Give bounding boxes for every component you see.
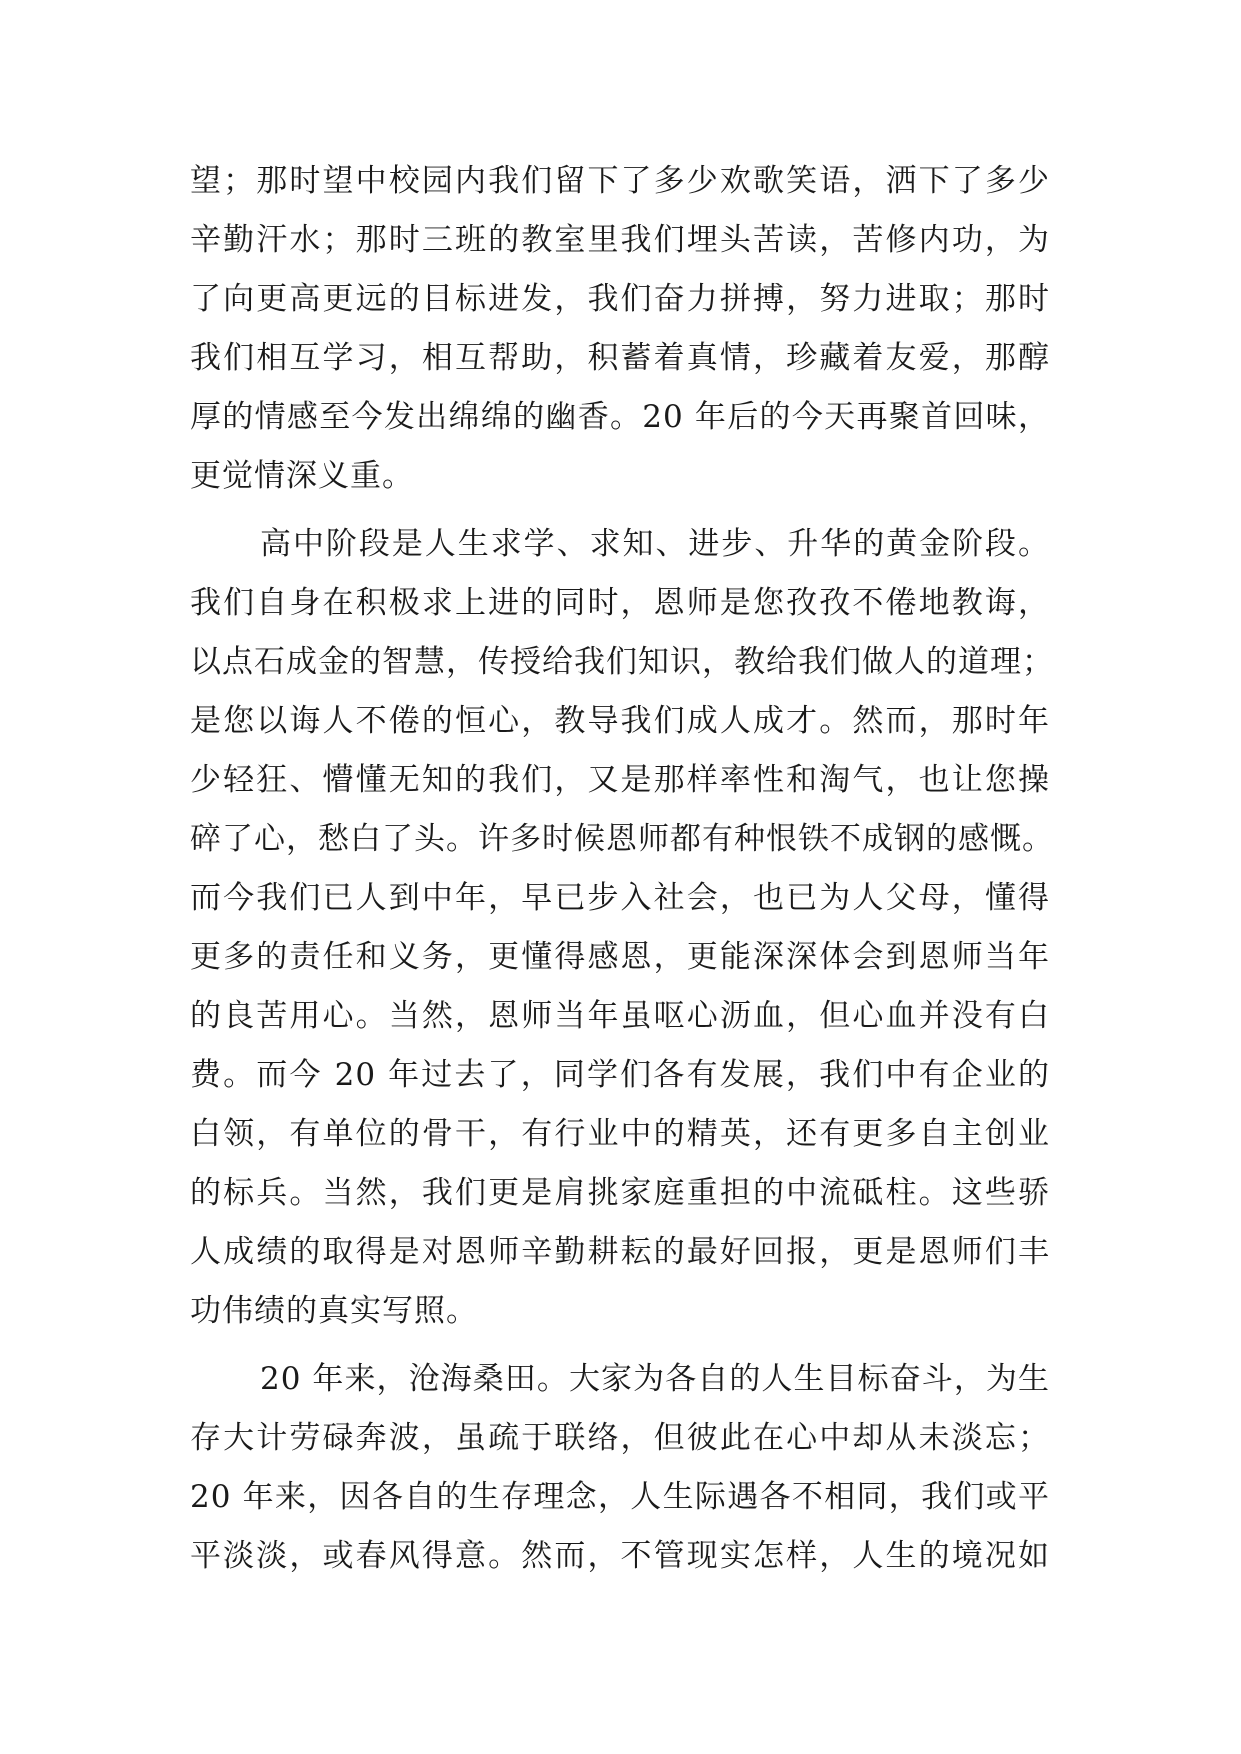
text-line: 功伟绩的真实写照。 — [190, 1293, 478, 1329]
paragraph-gap — [190, 506, 1050, 515]
text-line: 的标兵。当然，我们更是肩挑家庭重担的中流砥柱。这些骄 — [190, 1175, 1050, 1211]
text-line: 20 年来，沧海桑田。大家为各自的人生目标奋斗，为生 — [260, 1361, 1050, 1397]
body-text — [190, 152, 1054, 1586]
text-line: 存大计劳碌奔波，虽疏于联络，但彼此在心中却从未淡忘； — [190, 1420, 1050, 1456]
text-line: 望；那时望中校园内我们留下了多少欢歌笑语，洒下了多少 — [190, 163, 1050, 199]
text-line: 我们相互学习，相互帮助，积蓄着真情，珍藏着友爱，那醇 — [190, 340, 1050, 376]
text-line: 20 年来，因各自的生存理念，人生际遇各不相同，我们或平 — [190, 1479, 1050, 1515]
text-line: 少轻狂、懵懂无知的我们，又是那样率性和淘气，也让您操 — [190, 762, 1050, 798]
text-line: 人成绩的取得是对恩师辛勤耕耘的最好回报，更是恩师们丰 — [190, 1234, 1050, 1270]
paragraph-3 — [190, 1350, 1050, 1586]
text-line: 更觉情深义重。 — [190, 458, 414, 494]
text-line: 碎了心，愁白了头。许多时候恩师都有种恨铁不成钢的感慨。 — [190, 821, 1054, 857]
text-line: 费。而今 20 年过去了，同学们各有发展，我们中有企业的 — [190, 1057, 1050, 1093]
text-line: 白领，有单位的骨干，有行业中的精英，还有更多自主创业 — [190, 1116, 1050, 1152]
paragraph-1 — [190, 152, 1050, 506]
text-line: 更多的责任和义务，更懂得感恩，更能深深体会到恩师当年 — [190, 939, 1050, 975]
text-line: 辛勤汗水；那时三班的教室里我们埋头苦读，苦修内功，为 — [190, 222, 1050, 258]
text-line: 平淡淡，或春风得意。然而，不管现实怎样，人生的境况如 — [190, 1538, 1050, 1574]
text-line: 的良苦用心。当然，恩师当年虽呕心沥血，但心血并没有白 — [190, 998, 1050, 1034]
text-line: 而今我们已人到中年，早已步入社会，也已为人父母，懂得 — [190, 880, 1050, 916]
text-line: 我们自身在积极求上进的同时，恩师是您孜孜不倦地教诲， — [190, 585, 1050, 621]
text-line: 是您以诲人不倦的恒心，教导我们成人成才。然而，那时年 — [190, 703, 1050, 739]
paragraph-2 — [190, 515, 1054, 1341]
paragraph-gap — [190, 1341, 1050, 1350]
text-line: 厚的情感至今发出绵绵的幽香。20 年后的今天再聚首回味， — [190, 399, 1050, 435]
text-line: 了向更高更远的目标进发，我们奋力拼搏，努力进取；那时 — [190, 281, 1050, 317]
text-line: 以点石成金的智慧，传授给我们知识，教给我们做人的道理； — [190, 644, 1054, 680]
text-line: 高中阶段是人生求学、求知、进步、升华的黄金阶段。 — [260, 526, 1050, 562]
